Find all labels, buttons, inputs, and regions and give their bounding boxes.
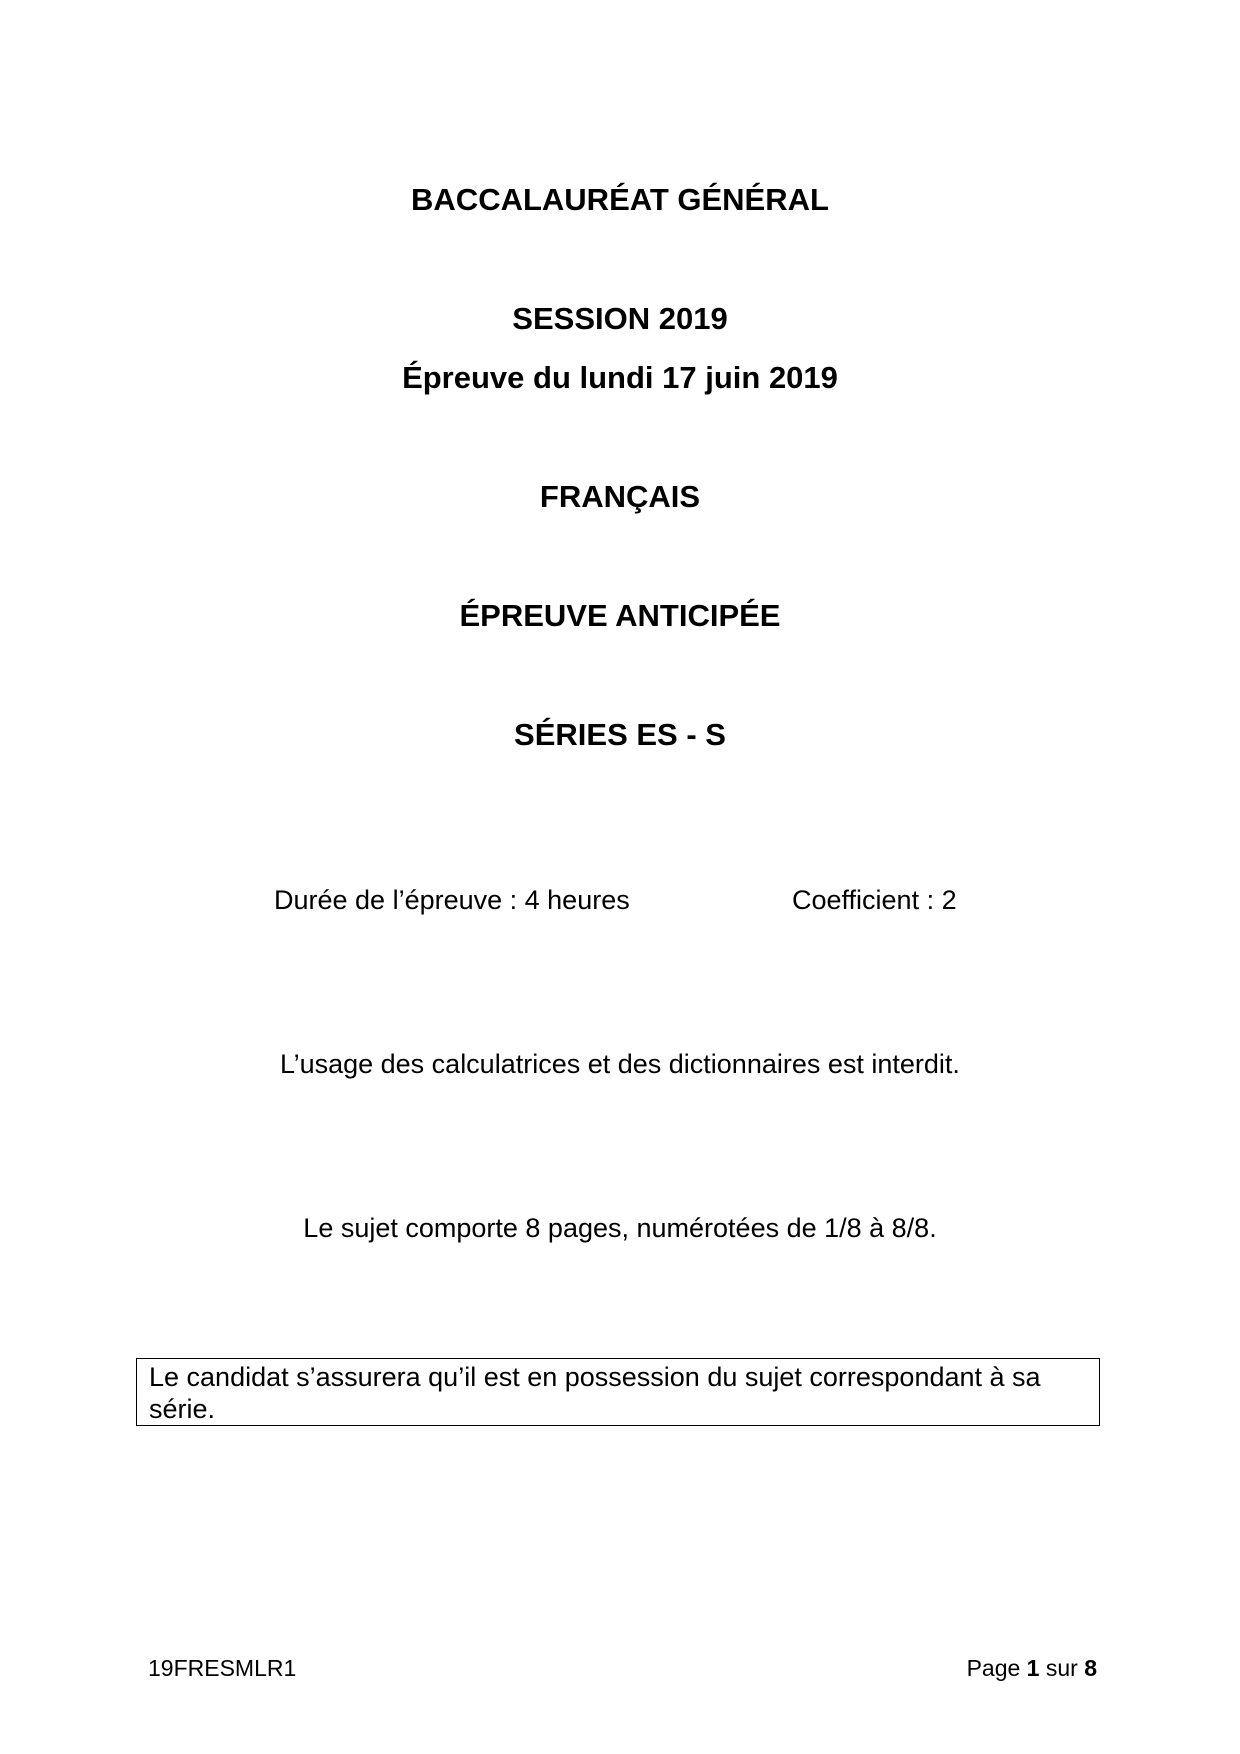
page-current: 1 [1026,1655,1040,1681]
session-title: SESSION 2019 [512,301,728,336]
page-separator: sur [1045,1655,1078,1681]
page-count-text: Le sujet comporte 8 pages, numérotées de 1/8 à 8/8. [303,1213,937,1243]
duration-text: Durée de l’épreuve : 4 heures [274,885,630,915]
subject-title: FRANÇAIS [539,479,701,514]
exam-date: Épreuve du lundi 17 juin 2019 [402,360,838,395]
page-total: 8 [1084,1655,1097,1681]
calculator-rule-text: L’usage des calculatrices et des dictionnaires est interdit. [280,1049,960,1079]
notice-box [136,1358,1100,1426]
page-label: Page [966,1655,1021,1681]
exam-type-title: ÉPREUVE ANTICIPÉE [459,598,781,633]
footer-page-number [967,1653,1097,1683]
notice-text: Le candidat s’assurera qu’il est en possession du sujet correspondant à sa série. [149,1362,1041,1424]
series-title: SÉRIES ES - S [514,717,726,752]
exam-name-title: BACCALAURÉAT GÉNÉRAL [411,182,829,217]
footer-code: 19FRESMLR1 [148,1655,297,1681]
coefficient-text: Coefficient : 2 [792,885,957,915]
